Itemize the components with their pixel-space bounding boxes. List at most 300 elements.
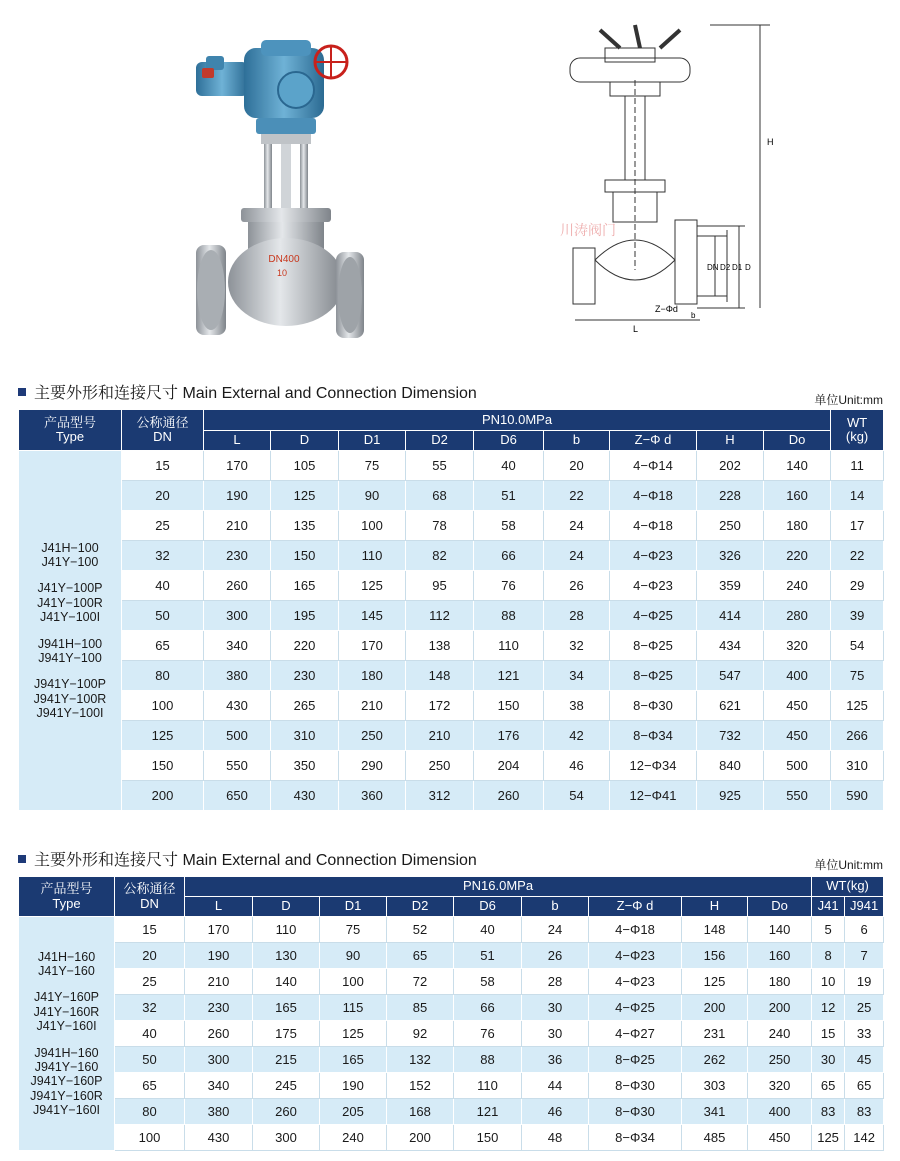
- dimension-table-pn10: [18, 409, 884, 811]
- col-header-l: L: [204, 431, 271, 451]
- type-model: J41Y−160R: [33, 1004, 100, 1019]
- title-bullet: [18, 388, 26, 396]
- table-cell: 65: [387, 943, 454, 969]
- table-cell: 24: [544, 511, 610, 541]
- table-cell: 240: [320, 1125, 387, 1151]
- table-cell: 51: [454, 943, 522, 969]
- type-model: [19, 1034, 114, 1046]
- table-cell: 160: [764, 481, 831, 511]
- col-header-d6: D6: [474, 431, 544, 451]
- table-cell: 51: [474, 481, 544, 511]
- table-row: [19, 781, 884, 811]
- dim-label-d2: D2: [720, 263, 731, 272]
- col-header-wt: WT (kg): [831, 410, 884, 451]
- table-cell: 19: [845, 969, 884, 995]
- col-header-type: 产品型号 Type: [19, 410, 122, 451]
- table-row: [19, 917, 884, 943]
- col-header-b: b: [522, 897, 589, 917]
- table-row: [19, 511, 884, 541]
- table-row: [19, 751, 884, 781]
- table-cell: 8−Φ30: [589, 1073, 682, 1099]
- type-model: [19, 978, 114, 990]
- table-cell: 190: [185, 943, 253, 969]
- table-cell: 340: [204, 631, 271, 661]
- table-cell: 260: [185, 1021, 253, 1047]
- cell-dn: 50: [115, 1047, 185, 1073]
- table-cell: 840: [697, 751, 764, 781]
- table-cell: 138: [406, 631, 474, 661]
- table-cell: 46: [522, 1099, 589, 1125]
- table-cell: 170: [339, 631, 406, 661]
- type-model: J41H−160: [37, 949, 96, 964]
- table-cell: 326: [697, 541, 764, 571]
- table-cell: 4−Φ27: [589, 1021, 682, 1047]
- cell-dn: 65: [115, 1073, 185, 1099]
- type-list: [19, 451, 122, 811]
- table-cell: 130: [253, 943, 320, 969]
- table-cell: 26: [522, 943, 589, 969]
- table-cell: 260: [474, 781, 544, 811]
- table-cell: 36: [522, 1047, 589, 1073]
- table-cell: 58: [474, 511, 544, 541]
- table-cell: 414: [697, 601, 764, 631]
- type-model: J41Y−100R: [37, 595, 103, 610]
- table-cell: 30: [812, 1047, 845, 1073]
- cell-dn: 40: [115, 1021, 185, 1047]
- cell-dn: 40: [122, 571, 204, 601]
- table-cell: 210: [339, 691, 406, 721]
- unit-label: 单位Unit:mm: [814, 393, 883, 407]
- table-cell: 215: [253, 1047, 320, 1073]
- valve-dimension-drawing: [555, 20, 805, 340]
- table-row: [19, 943, 884, 969]
- dim-label-dn: DN: [707, 263, 719, 272]
- dim-label-h: H: [767, 137, 774, 147]
- table-cell: 65: [812, 1073, 845, 1099]
- table-cell: 72: [387, 969, 454, 995]
- table-cell: 4−Φ18: [610, 511, 697, 541]
- table-cell: 590: [831, 781, 884, 811]
- table-row: [19, 1125, 884, 1151]
- table-cell: 40: [454, 917, 522, 943]
- table-cell: 40: [474, 451, 544, 481]
- table-cell: 29: [831, 571, 884, 601]
- table-cell: 245: [253, 1073, 320, 1099]
- cell-dn: 32: [122, 541, 204, 571]
- col-header-do: Do: [748, 897, 812, 917]
- type-model: J941Y−160I: [32, 1103, 101, 1117]
- type-model: J41H−100: [41, 540, 99, 555]
- col-header-wt: WT(kg): [812, 877, 884, 897]
- table-cell: 228: [697, 481, 764, 511]
- col-header-pn: PN16.0MPa: [185, 877, 812, 897]
- table-cell: 54: [544, 781, 610, 811]
- table-cell: 4−Φ14: [610, 451, 697, 481]
- table-cell: 8−Φ30: [589, 1099, 682, 1125]
- table-cell: 312: [406, 781, 474, 811]
- table-cell: 300: [185, 1047, 253, 1073]
- table-cell: 125: [320, 1021, 387, 1047]
- table-row: [19, 541, 884, 571]
- table-cell: 76: [454, 1021, 522, 1047]
- table-cell: 45: [845, 1047, 884, 1073]
- table-cell: 125: [271, 481, 339, 511]
- type-model: J41Y−100: [41, 555, 99, 569]
- table-cell: 450: [748, 1125, 812, 1151]
- table-cell: 83: [845, 1099, 884, 1125]
- table-cell: 550: [764, 781, 831, 811]
- table-cell: 142: [845, 1125, 884, 1151]
- table-cell: 12: [812, 995, 845, 1021]
- table-cell: 4−Φ18: [589, 917, 682, 943]
- col-header-pn: PN10.0MPa: [204, 410, 831, 431]
- table-cell: 165: [253, 995, 320, 1021]
- table-cell: 8−Φ34: [589, 1125, 682, 1151]
- table-row: [19, 721, 884, 751]
- table-row: [19, 1047, 884, 1073]
- table-cell: 125: [831, 691, 884, 721]
- table-cell: 500: [204, 721, 271, 751]
- table-cell: 170: [185, 917, 253, 943]
- table-cell: 148: [406, 661, 474, 691]
- dim-label-d1: D1: [732, 263, 743, 272]
- table-cell: 22: [831, 541, 884, 571]
- table-cell: 110: [474, 631, 544, 661]
- table-cell: 121: [454, 1099, 522, 1125]
- table-cell: 8−Φ25: [610, 631, 697, 661]
- table-cell: 150: [454, 1125, 522, 1151]
- table-cell: 210: [204, 511, 271, 541]
- table-cell: 52: [387, 917, 454, 943]
- table-cell: 230: [204, 541, 271, 571]
- table-cell: 150: [271, 541, 339, 571]
- table-cell: 44: [522, 1073, 589, 1099]
- table-cell: 28: [544, 601, 610, 631]
- col-header-d2: D2: [406, 431, 474, 451]
- cell-dn: 15: [122, 451, 204, 481]
- type-model: J41Y−160P: [34, 990, 99, 1005]
- table-cell: 82: [406, 541, 474, 571]
- table-cell: 200: [387, 1125, 454, 1151]
- table-cell: 100: [339, 511, 406, 541]
- table-cell: 262: [682, 1047, 748, 1073]
- table-cell: 8−Φ25: [610, 661, 697, 691]
- col-header-do: Do: [764, 431, 831, 451]
- table-cell: 200: [682, 995, 748, 1021]
- watermark: 川涛阀门: [560, 222, 616, 238]
- table-cell: 160: [748, 943, 812, 969]
- table-cell: 48: [522, 1125, 589, 1151]
- col-header-dn: 公称通径 DN: [115, 877, 185, 917]
- table-cell: 310: [271, 721, 339, 751]
- type-model: J941Y−160: [34, 1059, 99, 1074]
- type-model: J941Y−100R: [33, 691, 107, 706]
- table-cell: 25: [845, 995, 884, 1021]
- table-row: [19, 571, 884, 601]
- table-cell: 280: [764, 601, 831, 631]
- table-cell: 8−Φ34: [610, 721, 697, 751]
- table-cell: 10: [812, 969, 845, 995]
- table-cell: 732: [697, 721, 764, 751]
- table-cell: 485: [682, 1125, 748, 1151]
- table-cell: 350: [271, 751, 339, 781]
- table-cell: 22: [544, 481, 610, 511]
- table-cell: 140: [748, 917, 812, 943]
- table-cell: 320: [748, 1073, 812, 1099]
- table-cell: 195: [271, 601, 339, 631]
- table-cell: 24: [544, 541, 610, 571]
- table-cell: 125: [682, 969, 748, 995]
- table-cell: 165: [320, 1047, 387, 1073]
- table-cell: 83: [812, 1099, 845, 1125]
- table-cell: 68: [406, 481, 474, 511]
- type-model: J41Y−100I: [39, 610, 101, 625]
- type-model: J41Y−160I: [36, 1019, 97, 1034]
- cell-dn: 25: [122, 511, 204, 541]
- type-model: [19, 625, 121, 637]
- table-cell: 300: [253, 1125, 320, 1151]
- table-cell: 240: [764, 571, 831, 601]
- col-header-dn: 公称通径 DN: [122, 410, 204, 451]
- table-cell: 66: [474, 541, 544, 571]
- table-cell: 434: [697, 631, 764, 661]
- cell-dn: 65: [122, 631, 204, 661]
- table-cell: 430: [204, 691, 271, 721]
- table-cell: 230: [185, 995, 253, 1021]
- table-cell: 8−Φ30: [610, 691, 697, 721]
- table-row: [19, 691, 884, 721]
- table-cell: 5: [812, 917, 845, 943]
- table-cell: 290: [339, 751, 406, 781]
- table-cell: 547: [697, 661, 764, 691]
- table-cell: 360: [339, 781, 406, 811]
- table-cell: 24: [522, 917, 589, 943]
- col-header-zd: Z−Φ d: [610, 431, 697, 451]
- type-model: [19, 665, 121, 677]
- table-cell: 303: [682, 1073, 748, 1099]
- section-title-pn16: [18, 847, 477, 870]
- cell-dn: 25: [115, 969, 185, 995]
- cell-dn: 20: [115, 943, 185, 969]
- table-cell: 14: [831, 481, 884, 511]
- table-cell: 180: [748, 969, 812, 995]
- table-cell: 150: [474, 691, 544, 721]
- table-cell: 156: [682, 943, 748, 969]
- col-header-d: D: [271, 431, 339, 451]
- table-cell: 17: [831, 511, 884, 541]
- cell-dn: 125: [122, 721, 204, 751]
- unit-label: 单位Unit:mm: [814, 858, 883, 872]
- col-header-d6: D6: [454, 897, 522, 917]
- table-cell: 4−Φ25: [589, 995, 682, 1021]
- table-cell: 168: [387, 1099, 454, 1125]
- table-cell: 190: [320, 1073, 387, 1099]
- table-cell: 88: [474, 601, 544, 631]
- table-cell: 380: [185, 1099, 253, 1125]
- type-model: J941H−160: [34, 1045, 99, 1060]
- table-cell: 172: [406, 691, 474, 721]
- cell-dn: 20: [122, 481, 204, 511]
- dim-label-d: D: [745, 263, 751, 272]
- table-cell: 75: [320, 917, 387, 943]
- table-cell: 340: [185, 1073, 253, 1099]
- table-cell: 115: [320, 995, 387, 1021]
- col-header-l: L: [185, 897, 253, 917]
- col-header-d2: D2: [387, 897, 454, 917]
- table-cell: 220: [764, 541, 831, 571]
- table-cell: 4−Φ18: [610, 481, 697, 511]
- table-row: [19, 995, 884, 1021]
- table-cell: 6: [845, 917, 884, 943]
- table-cell: 205: [320, 1099, 387, 1125]
- table-row: [19, 1073, 884, 1099]
- section-title-text: 主要外形和连接尺寸 Main External and Connection Dimension: [34, 852, 477, 869]
- col-header-h: H: [697, 431, 764, 451]
- table-cell: 200: [748, 995, 812, 1021]
- table-cell: 4−Φ25: [610, 601, 697, 631]
- dim-label-l: L: [633, 324, 639, 334]
- table-cell: 95: [406, 571, 474, 601]
- table-row: [19, 601, 884, 631]
- table-cell: 105: [271, 451, 339, 481]
- table-cell: 202: [697, 451, 764, 481]
- table-cell: 210: [406, 721, 474, 751]
- cell-dn: 15: [115, 917, 185, 943]
- table-row: [19, 451, 884, 481]
- table-cell: 430: [271, 781, 339, 811]
- table-cell: 359: [697, 571, 764, 601]
- table-cell: 125: [339, 571, 406, 601]
- col-header-zd: Z−Φ d: [589, 897, 682, 917]
- table-cell: 4−Φ23: [589, 969, 682, 995]
- table-cell: 90: [320, 943, 387, 969]
- cell-dn: 80: [115, 1099, 185, 1125]
- cell-dn: 150: [122, 751, 204, 781]
- table-cell: 152: [387, 1073, 454, 1099]
- table-cell: 176: [474, 721, 544, 751]
- table-cell: 450: [764, 721, 831, 751]
- table-cell: 925: [697, 781, 764, 811]
- table-cell: 42: [544, 721, 610, 751]
- table-cell: 380: [204, 661, 271, 691]
- table-cell: 7: [845, 943, 884, 969]
- valve-photo: [186, 20, 376, 345]
- table-cell: 78: [406, 511, 474, 541]
- cell-dn: 32: [115, 995, 185, 1021]
- col-header-wt-j941: J941: [845, 897, 884, 917]
- table-cell: 430: [185, 1125, 253, 1151]
- table-cell: 265: [271, 691, 339, 721]
- table-cell: 175: [253, 1021, 320, 1047]
- table-cell: 260: [253, 1099, 320, 1125]
- table-cell: 112: [406, 601, 474, 631]
- col-header-d1: D1: [320, 897, 387, 917]
- table-cell: 30: [522, 995, 589, 1021]
- table-cell: 266: [831, 721, 884, 751]
- table-cell: 400: [764, 661, 831, 691]
- type-model: [19, 569, 121, 581]
- table-cell: 220: [271, 631, 339, 661]
- table-cell: 39: [831, 601, 884, 631]
- table-cell: 250: [697, 511, 764, 541]
- cell-dn: 200: [122, 781, 204, 811]
- table-cell: 250: [748, 1047, 812, 1073]
- table-cell: 140: [764, 451, 831, 481]
- type-model: J941Y−100I: [36, 706, 104, 720]
- table-row: [19, 481, 884, 511]
- table-cell: 8−Φ25: [589, 1047, 682, 1073]
- table-cell: 55: [406, 451, 474, 481]
- table-cell: 12−Φ41: [610, 781, 697, 811]
- cell-dn: 100: [115, 1125, 185, 1151]
- table-cell: 76: [474, 571, 544, 601]
- table-cell: 65: [845, 1073, 884, 1099]
- valve-plate-line1: DN400: [268, 254, 300, 265]
- table-cell: 4−Φ23: [610, 571, 697, 601]
- table-cell: 38: [544, 691, 610, 721]
- table-cell: 33: [845, 1021, 884, 1047]
- table-cell: 32: [544, 631, 610, 661]
- table-cell: 170: [204, 451, 271, 481]
- table-cell: 88: [454, 1047, 522, 1073]
- dim-label-zphid: Z−Φd: [655, 304, 678, 314]
- table-cell: 550: [204, 751, 271, 781]
- table-cell: 54: [831, 631, 884, 661]
- table-cell: 260: [204, 571, 271, 601]
- table-cell: 125: [812, 1125, 845, 1151]
- table-cell: 650: [204, 781, 271, 811]
- type-list: [19, 917, 115, 1151]
- type-model: J941H−100: [37, 636, 103, 651]
- table-cell: 110: [454, 1073, 522, 1099]
- col-header-wt-j41: J41: [812, 897, 845, 917]
- table-cell: 100: [320, 969, 387, 995]
- type-model: J941Y−160P: [30, 1074, 103, 1089]
- table-row: [19, 631, 884, 661]
- col-header-type: 产品型号 Type: [19, 877, 115, 917]
- table-cell: 230: [271, 661, 339, 691]
- table-cell: 75: [831, 661, 884, 691]
- col-header-d1: D1: [339, 431, 406, 451]
- table-cell: 110: [253, 917, 320, 943]
- table-cell: 12−Φ34: [610, 751, 697, 781]
- table-cell: 46: [544, 751, 610, 781]
- table-cell: 15: [812, 1021, 845, 1047]
- table-cell: 400: [748, 1099, 812, 1125]
- table-cell: 231: [682, 1021, 748, 1047]
- table-row: [19, 1099, 884, 1125]
- col-header-h: H: [682, 897, 748, 917]
- table-cell: 66: [454, 995, 522, 1021]
- table-cell: 250: [406, 751, 474, 781]
- table-row: [19, 661, 884, 691]
- table-cell: 341: [682, 1099, 748, 1125]
- table-cell: 210: [185, 969, 253, 995]
- table-cell: 310: [831, 751, 884, 781]
- table-cell: 500: [764, 751, 831, 781]
- col-header-b: b: [544, 431, 610, 451]
- table-cell: 320: [764, 631, 831, 661]
- table-cell: 92: [387, 1021, 454, 1047]
- table-cell: 4−Φ23: [589, 943, 682, 969]
- table-row: [19, 1021, 884, 1047]
- table-cell: 26: [544, 571, 610, 601]
- type-model: J41Y−100P: [37, 581, 103, 596]
- table-cell: 180: [764, 511, 831, 541]
- col-header-d: D: [253, 897, 320, 917]
- table-cell: 30: [522, 1021, 589, 1047]
- table-cell: 204: [474, 751, 544, 781]
